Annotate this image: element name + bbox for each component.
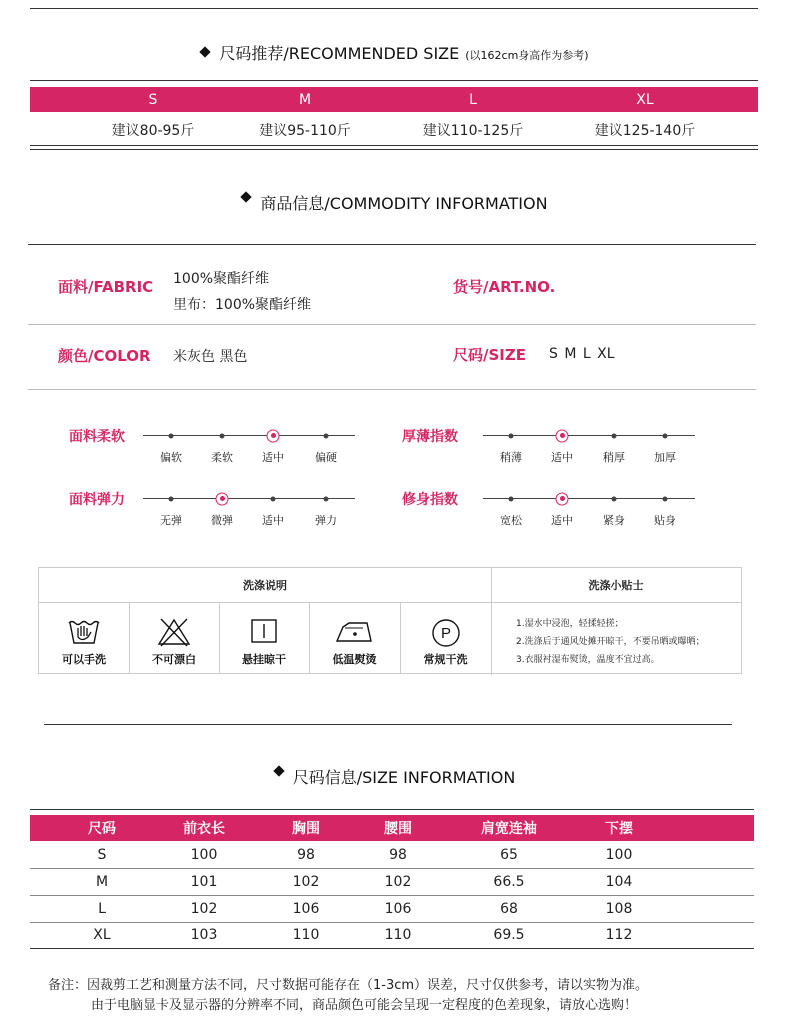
table-cell: 66.5 [493,873,525,890]
diamond-bullet-icon [273,765,284,776]
scale-title: 面料弹力 [69,492,125,508]
col-size: 尺码 [88,821,116,837]
table-cell: 106 [292,900,320,917]
scale-option-label: 稍薄 [500,451,522,464]
scale-option-label: 弹力 [315,514,337,527]
wash-tips: 1.湿水中浸泡，轻揉轻搓； 2.洗涤后于通风处摊开晾干，不要吊晒或曝晒； 3.衣服衬湿布熨烫，温度不宜过高。 [516,619,705,665]
scale-dot [663,496,668,501]
table-cell: 68 [500,900,518,917]
table-cell: 104 [605,873,633,890]
table-cell: 100 [190,846,218,863]
scale-title: 厚薄指数 [402,429,458,445]
no-bleach-icon [156,617,192,647]
table-cell: L [98,900,106,917]
recommended-weight-row [30,116,758,144]
scale-option-label: 贴身 [654,514,676,527]
table-cell: 98 [389,846,407,863]
scale-selected-marker [216,492,229,505]
wash-instructions-header: 洗涤说明 [39,568,491,603]
recommended-size-header [30,87,758,112]
rule [30,948,754,949]
scale-dot [324,496,329,501]
size-value: S M L XL [549,346,615,362]
scale-dot [509,496,514,501]
top-rule [30,8,758,9]
care-low-iron: 低温熨烫 [309,603,400,674]
scale-title: 面料柔软 [69,429,125,445]
col-shoulder-sleeve: 肩宽连袖 [481,821,537,837]
col-chest: 胸围 [292,821,320,837]
size-label: 尺码/SIZE [453,346,526,364]
rule [30,80,758,81]
table-cell: 98 [297,846,315,863]
care-table [38,567,742,674]
lining-value: 里布：100%聚酯纤维 [173,297,312,313]
table-cell: 102 [292,873,320,890]
table-cell: 112 [605,926,633,943]
footnote-line-2: 由于电脑显卡及显示器的分辨率不同，商品颜色可能会呈现一定程度的色差现象，请放心选购！ [91,998,638,1013]
rule [30,809,754,810]
fabric-value: 100%聚酯纤维 [173,271,270,287]
weight-xl: 建议125-140斤 [594,123,696,139]
scale-option-label: 微弹 [211,514,233,527]
table-cell: 103 [190,926,218,943]
scale-option-label: 偏硬 [315,451,337,464]
table-cell: 65 [500,846,518,863]
care-dry-clean: P 常规干洗 [400,603,491,674]
hang-dry-icon [249,617,279,645]
rule [30,149,758,150]
table-cell: 106 [384,900,412,917]
scale-dot [324,433,329,438]
scale-dot [509,433,514,438]
table-row [30,921,754,948]
scale-title: 修身指数 [402,492,458,508]
svg-text:P: P [440,625,451,642]
weight-s: 建议80-95斤 [111,123,195,139]
size-m: M [298,91,312,108]
size-l: L [469,91,477,108]
care-hand-wash: 可以手洗 [39,603,129,674]
commodity-info-title: 商品信息/COMMODITY INFORMATION [0,191,790,214]
rule [28,244,756,245]
scale-option-label: 宽松 [500,514,522,527]
table-cell: 110 [292,926,320,943]
size-table-header [30,815,754,841]
dry-clean-icon [430,617,462,649]
hand-wash-icon [66,617,102,645]
scale-option-label: 稍厚 [603,451,625,464]
table-cell: 102 [384,873,412,890]
scale-dot [220,433,225,438]
rule [44,724,732,725]
table-cell: XL [93,926,111,943]
scale-option-label: 紧身 [603,514,625,527]
color-label: 颜色/COLOR [58,347,151,365]
col-hem: 下摆 [605,821,633,837]
size-xl: XL [636,91,654,108]
scale-option-label: 无弹 [160,514,182,527]
table-cell: 108 [605,900,633,917]
recommended-size-title: 尺码推荐/RECOMMENDED SIZE (以162cm身高作为参考) [0,41,790,64]
scale-option-label: 柔软 [211,451,233,464]
weight-m: 建议95-110斤 [259,123,351,139]
size-info-title: 尺码信息/SIZE INFORMATION [0,765,790,788]
scale-option-label: 适中 [551,514,573,527]
fabric-label: 面料/FABRIC [58,278,154,296]
scale-dot [271,496,276,501]
rule [28,389,756,390]
table-cell: M [95,873,109,890]
table-cell: 101 [190,873,218,890]
table-row [30,841,754,868]
weight-l: 建议110-125斤 [422,123,524,139]
table-row [30,868,754,895]
scale-option-label: 加厚 [654,451,676,464]
rule [28,324,756,325]
scale-option-label: 适中 [262,451,284,464]
scale-option-label: 适中 [262,514,284,527]
art-no-label: 货号/ART.NO. [453,278,556,296]
scale-selected-marker [556,492,569,505]
wash-tips-header: 洗涤小贴士 [491,568,741,603]
scale-option-label: 偏软 [160,451,182,464]
rule [30,145,758,146]
scale-dot [663,433,668,438]
table-row [30,895,754,922]
table-cell: 110 [384,926,412,943]
col-waist: 腰围 [384,821,412,837]
scale-dot [612,433,617,438]
col-front-length: 前衣长 [183,821,225,837]
low-iron-icon [333,617,377,645]
table-cell: 102 [190,900,218,917]
care-hang-dry: 悬挂晾干 [219,603,309,674]
care-no-bleach: 不可漂白 [129,603,219,674]
scale-dot [169,496,174,501]
scale-dot [169,433,174,438]
scale-dot [612,496,617,501]
table-cell: S [97,846,107,863]
table-cell: 69.5 [493,926,525,943]
footnote-line-1: 备注：因裁剪工艺和测量方法不同，尺寸数据可能存在（1-3cm）误差，尺寸仅供参考，请以实物为准。 [48,978,649,993]
table-cell: 100 [605,846,633,863]
diamond-bullet-icon [241,191,252,202]
divider [491,568,492,675]
scale-selected-marker [267,429,280,442]
scale-option-label: 适中 [551,451,573,464]
color-value: 米灰色 黑色 [173,349,248,365]
scale-selected-marker [556,429,569,442]
size-s: S [148,91,158,108]
diamond-bullet-icon [200,46,211,57]
